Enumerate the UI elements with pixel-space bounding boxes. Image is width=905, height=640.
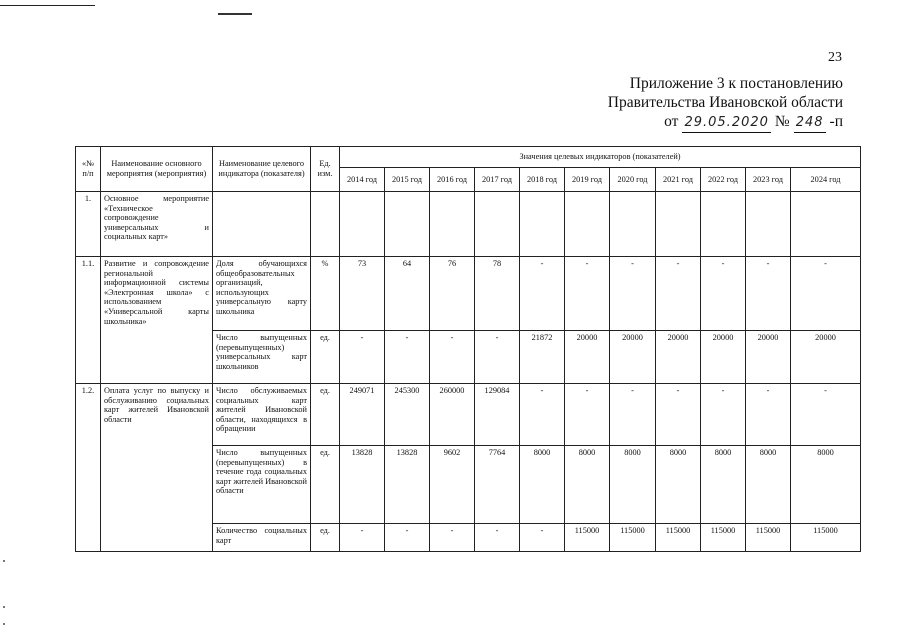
- value-cell: -: [475, 331, 520, 384]
- value-cell: 8000: [701, 446, 746, 524]
- indicator-name: Число обслуживаемых социальных карт жителей Ивановской области, находящихся в обращении: [213, 384, 311, 446]
- indicator-name: Число выпущенных (перевыпущенных) универсальных карт школьников: [213, 331, 311, 384]
- year-header: 2017 год: [475, 168, 520, 192]
- value-cell: -: [656, 257, 701, 331]
- value-cell: 8000: [610, 446, 656, 524]
- value-cell: -: [791, 257, 861, 331]
- year-header: 2023 год: [746, 168, 791, 192]
- col-header-indicator: Наименование целевого индикатора (показателя): [213, 147, 311, 192]
- value-cell: 115000: [565, 524, 610, 552]
- year-header: 2024 год: [791, 168, 861, 192]
- value-cell: -: [385, 331, 430, 384]
- year-header: 2019 год: [565, 168, 610, 192]
- row-number: 1.: [76, 192, 101, 257]
- value-cell: 76: [430, 257, 475, 331]
- value-cell: 13828: [340, 446, 385, 524]
- value-cell: -: [520, 384, 565, 446]
- col-header-num: «№ п/п: [76, 147, 101, 192]
- value-cell: 8000: [746, 446, 791, 524]
- value-cell: 8000: [656, 446, 701, 524]
- indicator-name: Доля обучающихся общеобразовательных организаций, использующих универсальную карту школьника: [213, 257, 311, 331]
- value-cell: 13828: [385, 446, 430, 524]
- value-cell: -: [610, 257, 656, 331]
- value-cell: 115000: [610, 524, 656, 552]
- decree-line: [664, 112, 843, 133]
- unit-cell: ед.: [311, 524, 340, 552]
- activity-name: Оплата услуг по выпуску и обслуживанию социальных карт жителей Ивановской области: [101, 384, 213, 552]
- decree-from-label: от: [664, 113, 679, 130]
- value-cell: -: [610, 384, 656, 446]
- value-cell: 115000: [656, 524, 701, 552]
- value-cell: -: [430, 331, 475, 384]
- decree-suffix: -п: [829, 113, 843, 130]
- value-cell: 20000: [746, 331, 791, 384]
- indicator-name: Количество социальных карт: [213, 524, 311, 552]
- page-number: 23: [828, 50, 842, 65]
- value-cell: 20000: [791, 331, 861, 384]
- unit-cell: %: [311, 257, 340, 331]
- value-cell: -: [520, 257, 565, 331]
- value-cell: -: [565, 257, 610, 331]
- value-cell: -: [520, 524, 565, 552]
- value-cell: 129084: [475, 384, 520, 446]
- appendix-title: Приложение 3 к постановлению: [629, 75, 843, 92]
- value-cell: 260000: [430, 384, 475, 446]
- value-cell: -: [701, 257, 746, 331]
- appendix-authority: Правительства Ивановской области: [607, 94, 843, 111]
- value-cell: 20000: [656, 331, 701, 384]
- row-number: 1.2.: [76, 384, 101, 552]
- value-cell: 249071: [340, 384, 385, 446]
- value-cell: 20000: [610, 331, 656, 384]
- activity-name: Развитие и сопровождение региональной информационной системы «Электронная школа» с использованием «Универсальной карты школьника»: [101, 257, 213, 384]
- year-header: 2016 год: [430, 168, 475, 192]
- col-header-activity: Наименование основного мероприятия (мероприятия): [101, 147, 213, 192]
- value-cell: -: [565, 384, 610, 446]
- year-header: 2018 год: [520, 168, 565, 192]
- decree-date: 29.05.2020: [682, 113, 770, 133]
- table-header: [76, 147, 861, 192]
- value-cell: -: [746, 257, 791, 331]
- value-cell: 20000: [701, 331, 746, 384]
- value-cell: -: [656, 384, 701, 446]
- unit-cell: ед.: [311, 384, 340, 446]
- indicators-table: [75, 146, 861, 552]
- year-header: 2014 год: [340, 168, 385, 192]
- year-header: 2022 год: [701, 168, 746, 192]
- value-cell: 64: [385, 257, 430, 331]
- value-cell: -: [340, 524, 385, 552]
- appendix-header: [608, 74, 843, 133]
- scan-mark-dot: [3, 606, 5, 608]
- col-header-unit: Ед. изм.: [311, 147, 340, 192]
- value-cell: -: [475, 524, 520, 552]
- activity-name: Основное мероприятие «Техническое сопровождение универсальных и социальных карт»: [101, 192, 213, 257]
- value-cell: 73: [340, 257, 385, 331]
- year-header: 2020 год: [610, 168, 656, 192]
- value-cell: 115000: [746, 524, 791, 552]
- value-cell: -: [430, 524, 475, 552]
- value-cell: -: [385, 524, 430, 552]
- decree-number: 248: [794, 113, 826, 133]
- value-cell: 20000: [565, 331, 610, 384]
- value-cell: 8000: [520, 446, 565, 524]
- scan-mark-dot: [3, 623, 5, 625]
- indicator-name: Число выпущенных (перевыпущенных) в течение года социальных карт жителей Ивановской области: [213, 446, 311, 524]
- value-cell: 8000: [791, 446, 861, 524]
- value-cell: 7764: [475, 446, 520, 524]
- table-row-section-1: [76, 192, 861, 257]
- scan-mark-line: [0, 5, 95, 6]
- unit-cell: ед.: [311, 331, 340, 384]
- value-cell: 9602: [430, 446, 475, 524]
- value-cell: -: [746, 384, 791, 446]
- value-cell: -: [701, 384, 746, 446]
- value-cell: -: [340, 331, 385, 384]
- year-header: 2021 год: [656, 168, 701, 192]
- col-header-values-group: Значения целевых индикаторов (показателей): [340, 147, 861, 168]
- table-row: [76, 257, 861, 331]
- value-cell: 245300: [385, 384, 430, 446]
- value-cell: 21872: [520, 331, 565, 384]
- value-cell: 115000: [791, 524, 861, 552]
- value-cell: 115000: [701, 524, 746, 552]
- value-cell: 78: [475, 257, 520, 331]
- value-cell: 8000: [565, 446, 610, 524]
- decree-number-label: №: [774, 113, 790, 130]
- row-number: 1.1.: [76, 257, 101, 384]
- value-cell: -: [791, 384, 861, 446]
- table-row: [76, 384, 861, 446]
- scan-mark-dot: [3, 560, 5, 562]
- table-body: [76, 192, 861, 552]
- scan-mark-dash: [218, 13, 252, 15]
- year-header: 2015 год: [385, 168, 430, 192]
- unit-cell: ед.: [311, 446, 340, 524]
